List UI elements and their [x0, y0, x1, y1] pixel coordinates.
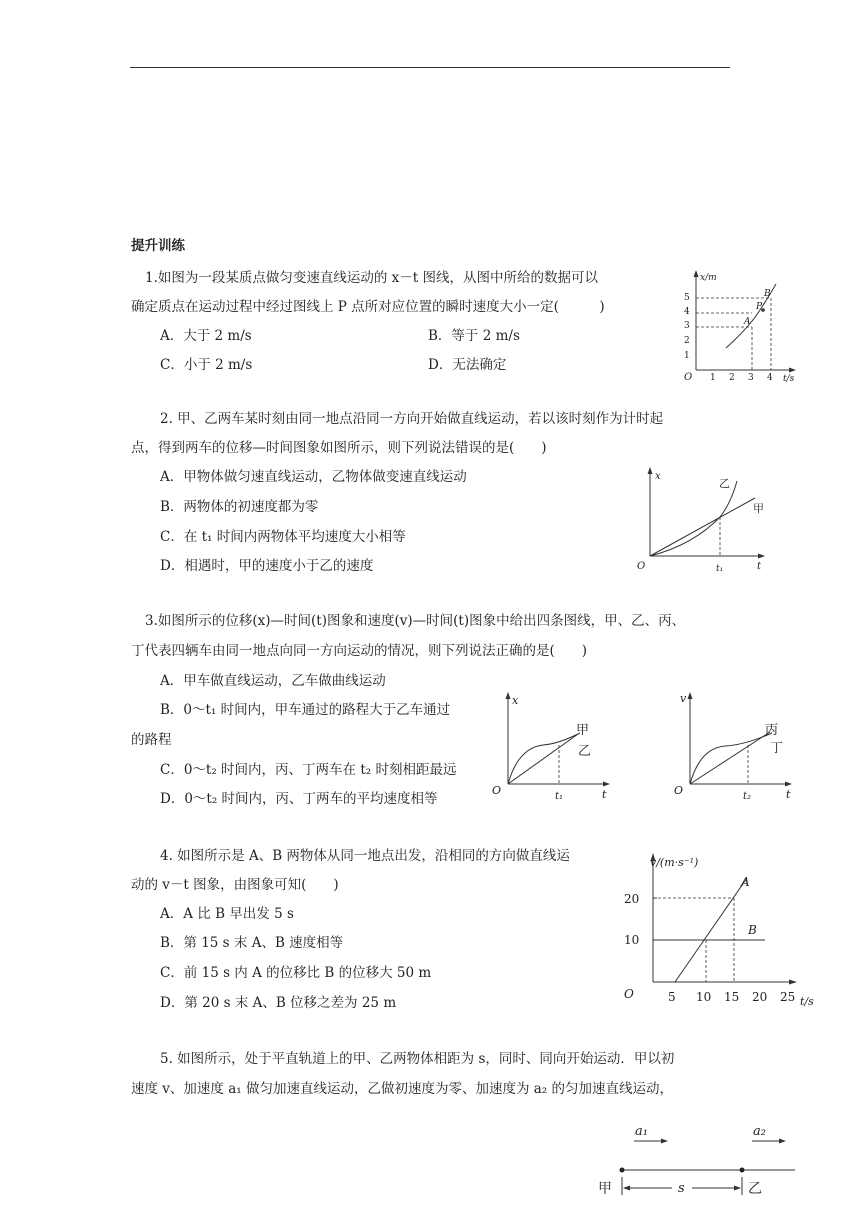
q1-ytick: 4	[684, 307, 690, 317]
q1-xtick: 2	[729, 373, 735, 383]
q3-fig1-xlabel: t	[602, 788, 607, 801]
q4-xtick-25: 25	[780, 990, 796, 1004]
q1-xtick: 4	[767, 373, 773, 383]
q1-point-a: A	[744, 317, 751, 327]
q4-label-a: A	[741, 875, 750, 889]
q4-xtick-5: 5	[668, 990, 676, 1004]
q4-xtick-15: 15	[724, 990, 740, 1004]
q3-fig1-origin: O	[492, 784, 502, 797]
q4-origin: O	[624, 987, 634, 1001]
q5-a2-label: a₂	[753, 1124, 766, 1139]
q5-left-label: 甲	[598, 1181, 612, 1197]
q3-fig2-label-curve: 丁	[770, 741, 784, 756]
q5-a1-label: a₁	[635, 1124, 648, 1139]
q3-fig2-ylabel: v	[680, 692, 687, 705]
q1-line1: 1.如图为一段某质点做匀变速直线运动的 x－t 图线，从图中所给的数据可以	[145, 270, 599, 286]
q4-line2: 动的 v－t 图象，由图象可知( )	[131, 877, 339, 893]
q2-option-b: B．两物体的初速度都为零	[160, 499, 319, 515]
q4-line1: 4. 如图所示是 A、B 两物体从同一地点出发，沿相同的方向做直线运	[160, 848, 570, 864]
q1-point-b: B	[764, 289, 771, 299]
q1-xlabel: t/s	[783, 374, 795, 384]
q4-xlabel: t/s	[800, 995, 814, 1008]
q2-option-c: C．在 t₁ 时间内两物体平均速度大小相等	[160, 529, 406, 545]
q4-ylabel: v/(m·s⁻¹)	[650, 856, 699, 869]
q3-fig1-label-line: 甲	[576, 723, 590, 738]
q3-option-a: A．甲车做直线运动，乙车做曲线运动	[160, 673, 386, 689]
q5-line2: 速度 v、加速度 a₁ 做匀加速直线运动，乙做初速度为零、加速度为 a₂ 的匀加速直线运动，	[131, 1081, 674, 1097]
q4-option-b: B．第 15 s 末 A、B 速度相等	[160, 935, 344, 951]
q1-point-p: P	[756, 302, 763, 312]
q4-vt-graph	[620, 848, 820, 1006]
q1-xt-graph	[676, 266, 806, 384]
section-title: 提升训练	[131, 238, 185, 254]
q3-line1: 3.如图所示的位移(x)—时间(t)图象和速度(v)—时间(t)图象中给出四条图线，甲、乙、丙、	[145, 613, 686, 629]
q4-option-a: A．A 比 B 早出发 5 s	[160, 906, 294, 922]
q3-fig2-xlabel: t	[786, 788, 791, 801]
q4-ytick-10: 10	[624, 933, 640, 947]
q2-xlabel: t	[757, 561, 762, 572]
q1-ytick: 5	[684, 293, 690, 303]
q3-line2: 丁代表四辆车由同一地点向同一方向运动的情况，则下列说法正确的是( )	[131, 643, 588, 659]
q2-line1: 2. 甲、乙两车某时刻由同一地点沿同一方向开始做直线运动，若以该时刻作为计时起	[160, 411, 664, 427]
q2-origin: O	[637, 561, 646, 572]
q1-ytick: 3	[684, 321, 690, 331]
q1-line2: 确定质点在运动过程中经过图线上 P 点所对应位置的瞬时速度大小一定( )	[131, 299, 605, 315]
q3-option-b-cont: 的路程	[131, 732, 172, 748]
q3-option-b: B．0～t₁ 时间内，甲车通过的路程大于乙车通过	[160, 702, 451, 718]
q1-xtick: 1	[710, 373, 716, 383]
q2-label-line: 甲	[753, 502, 764, 515]
q3-fig1-ylabel: x	[512, 694, 519, 707]
q1-option-c: C．小于 2 m/s	[160, 357, 253, 373]
q1-option-a: A．大于 2 m/s	[160, 328, 252, 344]
q4-xtick-20: 20	[752, 990, 768, 1004]
q1-origin: O	[684, 372, 693, 383]
q3-fig2-label-line: 丙	[765, 723, 779, 738]
q4-option-d: D．第 20 s 末 A、B 位移之差为 25 m	[160, 995, 397, 1011]
q2-line2: 点，得到两车的位移—时间图象如图所示，则下列说法错误的是( )	[131, 440, 547, 456]
q5-right-label: 乙	[748, 1181, 762, 1197]
q3-xt-graph	[488, 688, 618, 804]
q2-label-curve: 乙	[719, 477, 730, 490]
q4-xtick-10: 10	[696, 990, 712, 1004]
q2-xt-graph	[633, 465, 773, 577]
q1-ytick: 2	[684, 336, 690, 346]
q2-option-d: D．相遇时，甲的速度小于乙的速度	[160, 558, 374, 574]
q5-line1: 5. 如图所示，处于平直轨道上的甲、乙两物体相距为 s，同时、同向开始运动．甲以初	[160, 1051, 675, 1067]
q3-fig2-origin: O	[674, 784, 684, 797]
q5-s-label: s	[678, 1181, 685, 1196]
q2-option-a: A．甲物体做匀速直线运动，乙物体做变速直线运动	[160, 469, 467, 485]
q3-option-c: C．0～t₂ 时间内，丙、丁两车在 t₂ 时刻相距最远	[160, 762, 457, 778]
q3-vt-graph	[670, 688, 800, 804]
q4-label-b: B	[748, 923, 757, 937]
q1-xtick: 3	[748, 373, 754, 383]
q3-fig2-tick: t₂	[743, 791, 752, 802]
q3-fig1-label-curve: 乙	[578, 744, 592, 759]
q1-option-b: B．等于 2 m/s	[428, 328, 520, 344]
q2-tick: t₁	[716, 564, 724, 574]
q1-ytick: 1	[684, 351, 690, 361]
q5-track-diagram	[590, 1115, 810, 1205]
q4-option-c: C．前 15 s 内 A 的位移比 B 的位移大 50 m	[160, 965, 432, 981]
header-rule	[130, 67, 730, 68]
q1-ylabel: x/m	[700, 273, 717, 283]
q3-option-d: D．0～t₂ 时间内，丙、丁两车的平均速度相等	[160, 791, 438, 807]
q4-ytick-20: 20	[624, 892, 640, 906]
q1-option-d: D．无法确定	[428, 357, 507, 373]
q3-fig1-tick: t₁	[555, 791, 564, 802]
q2-ylabel: x	[655, 471, 661, 482]
